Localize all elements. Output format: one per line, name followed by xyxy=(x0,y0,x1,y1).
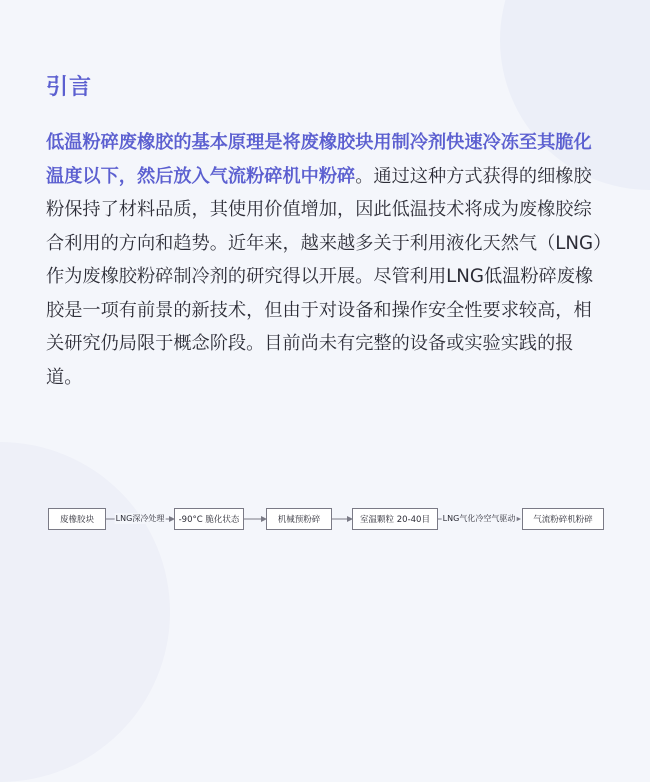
highlighted-sentence: 低温粉碎废橡胶的基本原理是将废橡胶块用制冷剂快速冷冻至其脆化温度以下，然后放入气流粉碎机中粉碎 xyxy=(46,132,592,187)
flow-node-mechanical-precrush: 机械预粉碎 xyxy=(266,508,332,530)
flow-edge-label-lng-air-drive: LNG气化冷空气驱动 xyxy=(442,514,516,523)
flow-edge-label-lng-cryogenic: LNG深冷处理 xyxy=(115,514,165,523)
flow-node-rubber-block: 废橡胶块 xyxy=(48,508,106,530)
section-title: 引言 xyxy=(46,75,93,100)
flow-node-room-temp-particles: 室温颗粒 20-40目 xyxy=(352,508,438,530)
process-flow-diagram xyxy=(48,508,604,532)
flow-node-jet-mill: 气流粉碎机粉碎 xyxy=(522,508,604,530)
flow-node-embrittled-state: -90°C 脆化状态 xyxy=(174,508,244,530)
paragraph-body: 。通过这种方式获得的细橡胶粉保持了材料品质，其使用价值增加，因此低温技术将成为废橡胶综合利用的方向和趋势。近年来，越来越多关于利用液化天然气（LNG）作为废橡胶粉碎制冷剂的研究得以开展。尽管利用LNG低温粉碎废橡胶是一项有前景的新技术，但由于对设备和操作安全性要求较高，相关研究仍局限于概念阶段。目前尚未有完整的设备或实验实践的报道。 xyxy=(46,165,603,388)
intro-paragraph xyxy=(46,126,608,394)
background-circle-bottom-left xyxy=(0,442,170,782)
